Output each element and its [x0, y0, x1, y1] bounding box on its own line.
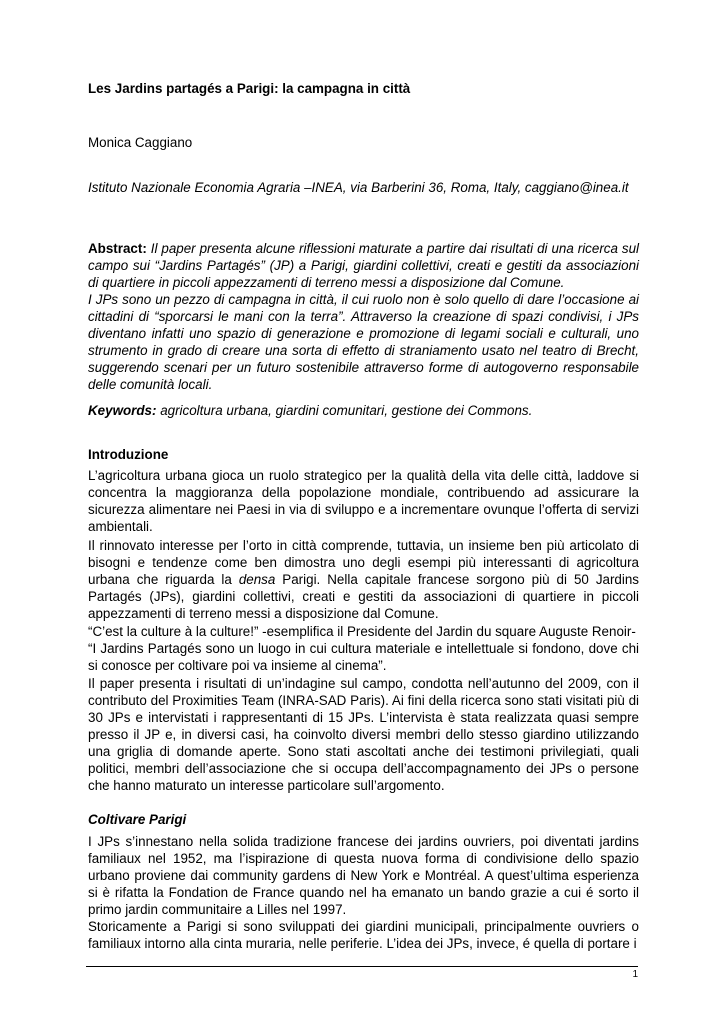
section-heading-introduzione: Introduzione — [88, 447, 169, 462]
section-heading-coltivare-parigi: Coltivare Parigi — [88, 812, 187, 827]
paragraph-coltivare-2: Storicamente a Parigi si sono sviluppati dei giardini municipali, principalmente ouvriers o familiaux intorno alla cinta muraria, nelle periferie. L’idea dei JPs, invece, é quella di portare i — [88, 919, 639, 951]
abstract-text-2: I JPs sono un pezzo di campagna in città, il cui ruolo non è solo quello di dare l’occasione ai cittadini di “sporcarsi le mani con la terra”. Attraverso la creazione di spazi condivisi, i JPs diventano infatti uno spazio di generazione e promozione di legami sociali e culturali, uno strumento in grado di creare una sorta di effetto di straniamento usato nel teatro di Brecht, suggerendo scenari per un futuro sostenibile attraverso forme di autogoverno responsabile delle comunità locali. — [88, 292, 639, 392]
paragraph-quote — [88, 623, 639, 674]
paper-title: Les Jardins partagés a Parigi: la campagna in città — [88, 81, 411, 96]
paragraph-intro-2 — [88, 537, 639, 622]
keywords-text: agricoltura urbana, giardini comunitari, gestione dei Commons. — [156, 403, 533, 418]
author-name: Monica Caggiano — [88, 135, 193, 150]
quote-line-1: “C’est la culture à la culture!” -esemplifica il Presidente del Jardin du square Auguste Renoir- — [88, 624, 636, 639]
footer-rule — [86, 966, 638, 967]
abstract-label: Abstract: — [88, 241, 147, 256]
paragraph-intro-2-b: Parigi. Nella capitale francese sorgono più di 50 Jardins Partagés (JPs), giardini collettivi, creati e gestiti da associazioni di quartiere in piccoli appezzamenti di terreno messi a disposizione dal Comune. — [88, 572, 639, 621]
page-number: 1 — [632, 969, 638, 980]
keywords-label: Keywords: — [88, 403, 157, 418]
abstract-text-1: Il paper presenta alcune riflessioni maturate a partire dai risultati di una ricerca sul campo sui “Jardins Partagés” (JP) a Parigi, giardini collettivi, creati e gestiti da associazioni di quartiere in piccoli appezzamenti di terreno messi a disposizione dal Comune. — [88, 241, 639, 290]
paragraph-intro-2-a: Il rinnovato interesse per l’orto in città comprende, tuttavia, un insieme ben più articolato di bisogni e tendenze come ben dimostra uno degli esempi più interessanti di agricoltura urbana che riguarda la — [88, 538, 639, 587]
quote-line-2: “I Jardins Partagés sono un luogo in cui cultura materiale e intellettuale si fondono, dove chi si conosce per coltivare poi va insieme al cinema”. — [88, 641, 639, 673]
author-affiliation: Istituto Nazionale Economia Agraria –INEA, via Barberini 36, Roma, Italy, caggiano@inea.it — [88, 180, 629, 195]
abstract — [88, 240, 639, 393]
paragraph-coltivare-1: I JPs s’innestano nella solida tradizione francese dei jardins ouvriers, poi diventati jardins familiaux nel 1952, ma l’ispirazione di questa nuova forma di condivisione dello spazio urbano proviene dai community gardens di New York e Montréal. A quest’ultima esperienza si è rifatta la Fondation de France quando nel ha emanato un bando grazie a cui é sorto il primo jardin communitaire a Lilles nel 1997. — [88, 834, 639, 917]
emphasis-densa: densa — [238, 572, 276, 587]
keywords — [88, 402, 639, 419]
paragraph-intro-1: L’agricoltura urbana gioca un ruolo strategico per la qualità della vita delle città, laddove si concentra la maggioranza della popolazione mondiale, contribuendo ad assicurare la sicurezza alimentare nei Paesi in via di sviluppo e a incrementare ovunque l’offerta di servizi ambientali. — [88, 468, 639, 534]
paragraph-intro-4: Il paper presenta i risultati di un’indagine sul campo, condotta nell’autunno del 2009, con il contributo del Proximities Team (INRA-SAD Paris). Ai fini della ricerca sono stati visitati più di 30 JPs e intervistati i rappresentanti di 15 JPs. L’intervista è stata realizzata quasi sempre presso il JP e, in diversi casi, ha coinvolto diversi membri dello stesso giardino utilizzando una griglia di domande aperte. Sono stati ascoltati anche dei testimoni privilegiati, quali politici, membri dell’associazione che si occupa dell’accompagnamento dei JPs o persone che hanno maturato un interesse particolare sull’argomento. — [88, 676, 639, 793]
